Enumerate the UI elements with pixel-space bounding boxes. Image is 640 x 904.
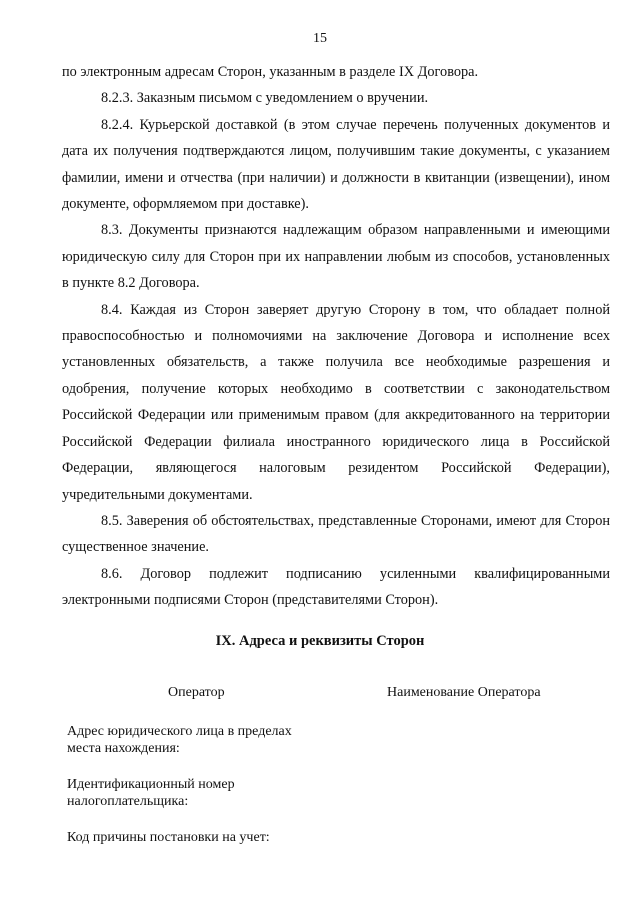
page-number: 15 [313,31,327,46]
paragraph-8-4: 8.4. Каждая из Сторон заверяет другую Сторону в том, что обладает полной правоспособностью и полномочиями на заключение Договора и исполнение всех установленных обязательств, а также получила все необходимые разрешения и одобрения, получение которых необходимо в соответствии с законодательством Российской Федерации или применимым правом (для аккредитованного на территории Российской Федерации филиала иностранного юридического лица в Российской Федерации, являющегося налоговым резидентом Российской Федерации), учредительными документами. [62,301,610,503]
field-inn [67,776,327,810]
column-heading-operator: Оператор [168,685,225,700]
paragraph-8-5: 8.5. Заверения об обстоятельствах, представленные Сторонами, имеют для Сторон существенное значение. [62,512,610,556]
field-kpp [67,829,327,846]
field-legal-address-line1: Адрес юридического лица в пределах [67,724,292,739]
paragraph-8-6: 8.6. Договор подлежит подписанию усиленными квалифицированными электронными подписями Сторон (представителями Сторон). [62,565,610,609]
field-inn-line2: налогоплательщика: [67,794,189,809]
paragraph-continuation: по электронным адресам Сторон, указанным в разделе IX Договора. [62,64,479,80]
field-inn-line1: Идентификационный номер [67,777,235,792]
field-legal-address [67,723,327,757]
column-heading-operator-name: Наименование Оператора [387,685,541,700]
section-title: IX. Адреса и реквизиты Сторон [215,633,425,649]
paragraph-8-3: 8.3. Документы признаются надлежащим образом направленными и имеющими юридическую силу для Сторон при их направлении любым из способов, установленных в пункте 8.2 Договора. [62,222,610,292]
field-kpp-line1: Код причины постановки на учет: [67,830,270,845]
paragraph-8-2-3: 8.2.3. Заказным письмом с уведомлением о вручении. [101,90,429,107]
paragraph-8-2-4: 8.2.4. Курьерской доставкой (в этом случае перечень полученных документов и дата их получения подтверждаются лицом, получившим такие документы, с указанием фамилии, имени и отчества (при наличии) и должности в квитанции (извещении), ином документе, оформляемом при доставке). [62,116,610,213]
field-legal-address-line2: места нахождения: [67,741,180,756]
contract-body [62,59,610,614]
